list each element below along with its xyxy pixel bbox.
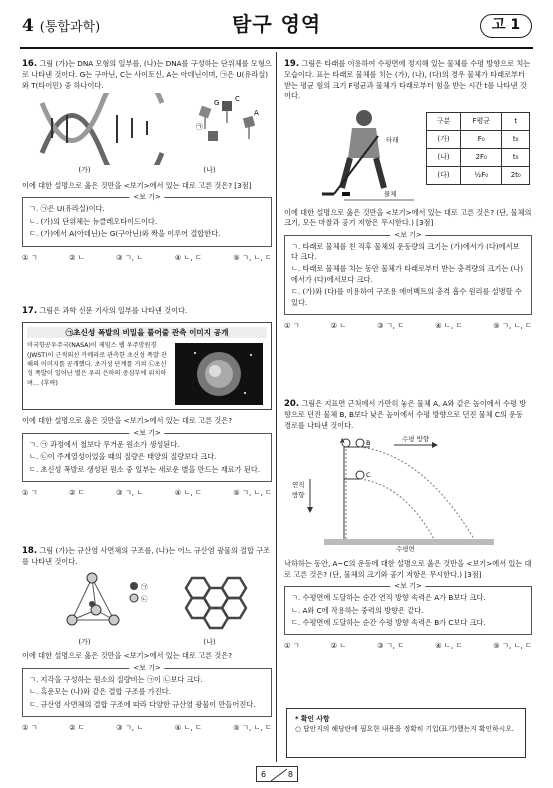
news-body: 미국항공우주국(NASA)이 제임스 웹 우주망원경(JWST)이 근적외선 카메라로 관측한 초신성 폭발 잔해의 이미지를 공개했다. 초거성 단계를 거쳐 ㉡초신성 폭발이 일어난 별은 우리 은하의 중심부에 위치하며… (후략) xyxy=(27,342,167,387)
label-ground: 수평면 xyxy=(396,545,415,554)
news-article xyxy=(22,322,272,410)
q18-choices[interactable]: ① ㄱ ② ㄷ ③ ㄱ, ㄴ ④ ㄴ, ㄷ ⑤ ㄱ, ㄴ, ㄷ xyxy=(22,723,272,733)
q17-choices[interactable]: ① ㄱ ② ㄷ ③ ㄱ, ㄴ ④ ㄴ, ㄷ ⑤ ㄱ, ㄴ, ㄷ xyxy=(22,488,272,498)
nucleotide-models xyxy=(196,95,259,141)
question-17: 17. 그림은 과학 신문 기사의 일부를 나타낸 것이다. ㉠초신성 폭발의 비밀을 풀어줄 관측 이미지 공개 미국항공우주국(NASA)이 제임스 웹 우주망원경(JWST)이 근적외선 카메라로 관측한 초신성 폭발 잔해의 이미지를 공개했다. 초거성 단계를 거쳐 ㉡초신성 폭발이 일어난 별은 우리 은하의 중심부에 위치하며… (후략) 이에 대한 설명으로 옳은 것만을 <보기>에서 있는 대로 고른 것은? <보 기> ㄱ. ㉠ 과정에서 철보다 무거운 원소가 생성된다. ㄴ. ㉡이 주계열성이었을 때의 질량은 태양의 질량보다 크다. ㄷ. 초신성 폭발로 생성된 원소 중 일부는 새로운 별을 만드는 재료가 된다. ① ㄱ ② ㄷ ③ ㄱ, ㄴ ④ ㄴ, ㄷ ⑤ ㄱ, ㄴ, ㄷ xyxy=(22,306,272,498)
svg-text:㉠: ㉠ xyxy=(141,582,148,591)
label-u: ㉠ xyxy=(196,123,203,132)
question-16: 16. 그림 (가)는 DNA 모형의 일부를, (나)는 DNA를 구성하는 단위체를 모형으로 나타낸 것이다. G는 구아닌, C는 사이토신, A는 아데닌이며, ㉠은 U(유라실)와 T(타이민) 중 하나이다. G C A ㉠ (가) (나) 이에 대한 설명으로 옳은 것만을 <보기>에서 있는 대로 고른 것은? [3점] <보 기> ㄱ. ㉠은 U(유라실)이다. ㄴ. (가)의 단위체는 뉴클레오타이드이다. ㄷ. (가)에서 A(아데닌)는 G(구아닌)와 짝을 이루어 결합한다. ① ㄱ ② ㄴ ③ ㄱ, ㄴ ④ ㄴ, ㄷ ⑤ ㄱ, ㄴ, ㄷ xyxy=(22,59,272,262)
q16-text: 그림 (가)는 DNA 모형의 일부를, (나)는 DNA를 구성하는 단위체를 모형으로 나타낸 것이다. G는 구아닌, C는 사이토신, A는 아데닌이며, ㉠은 U(유라실)와 T(타이민) 중 하나이다. xyxy=(22,59,272,90)
tetrahedron xyxy=(67,573,148,625)
q20-choices[interactable]: ① ㄱ ② ㄴ ③ ㄱ, ㄷ ④ ㄴ, ㄷ ⑤ ㄱ, ㄴ, ㄷ xyxy=(284,641,532,651)
page-header xyxy=(0,0,553,46)
silicate-figure xyxy=(22,570,272,636)
label-horizontal: 수평 방향 xyxy=(402,435,430,444)
label-c: C xyxy=(235,95,240,104)
dna-helix xyxy=(42,93,162,165)
caption-b: (나) xyxy=(203,165,216,174)
q17-bogi: <보 기> ㄱ. ㉠ 과정에서 철보다 무거운 원소가 생성된다. ㄴ. ㉡이 주계열성이었을 때의 질량은 태양의 질량보다 크다. ㄷ. 초신성 폭발로 생성된 원소 중 일부는 새로운 별을 만드는 재료가 된다. xyxy=(22,433,272,482)
question-20: 20. 그림은 지표면 근처에서 가만히 놓은 물체 A, A와 같은 높이에서 수평 방향으로 던진 물체 B, B보다 낮은 높이에서 수평 방향으로 던진 물체 C의 운동 경로를 나타낸 것이다. A B C 수평 방향 연직 방향 수평면 낙하하는 동안, A~C의 운동에 대한 설명으로 옳은 것만을 <보기>에서 있는 대로 고른 것은? (단, 물체의 크기와 공기 저항은 무시한다.) [3점] <보 기> ㄱ. 수평면에 도달하는 순간 연직 방향 속력은 A가 B보다 크다. ㄴ. A와 C에 작용하는 중력의 방향은 같다. ㄷ. 수평면에 도달하는 순간 수평 방향 속력은 B가 C보다 크다. ① ㄱ ② ㄴ ③ ㄱ, ㄷ ④ ㄴ, ㄷ ⑤ ㄱ, ㄴ, ㄷ xyxy=(284,399,532,651)
label-object: 물체 xyxy=(384,189,397,198)
notice-title: * 확인 사항 xyxy=(295,715,330,723)
q20-bogi: <보 기> ㄱ. 수평면에 도달하는 순간 연직 방향 속력은 A가 B보다 크다. ㄴ. A와 C에 작용하는 중력의 방향은 같다. ㄷ. 수평면에 도달하는 순간 수평 방향 속력은 B가 C보다 크다. xyxy=(284,586,532,635)
hexagon-network xyxy=(186,578,246,628)
dna-figure xyxy=(22,93,272,165)
hockey-player-figure xyxy=(304,106,424,202)
grade-badge: 고 1 xyxy=(480,14,532,38)
label-a: A xyxy=(254,109,259,118)
svg-text:㉡: ㉡ xyxy=(141,594,148,603)
supernova-image xyxy=(175,343,263,405)
notice-body: ○ 답안지의 해당란에 필요한 내용을 정확히 기입(표기)했는지 확인하시오. xyxy=(295,724,514,733)
news-headline: ㉠초신성 폭발의 비밀을 풀어줄 관측 이미지 공개 xyxy=(27,327,267,338)
q16-choices[interactable]: ① ㄱ ② ㄴ ③ ㄱ, ㄴ ④ ㄴ, ㄷ ⑤ ㄱ, ㄴ, ㄷ xyxy=(22,252,272,262)
svg-text:A: A xyxy=(340,437,345,446)
question-18: 18. 그림 (가)는 규산염 사면체의 구조를, (나)는 어느 규산염 광물의 결합 구조를 나타낸 것이다. ㉠ ㉡ (가) (나) 이에 대한 설명으로 옳은 것만을 <보기>에서 있는 대로 고른 것은? <보 기> ㄱ. 지각을 구성하는 원소의 질량비는 ㉠이 ㉡보다 크다. ㄴ. 흑운모는 (나)와 같은 결합 구조를 가진다. ㄷ. 규산염 사면체의 결합 구조에 따라 다양한 규산염 광물이 만들어진다. ① ㄱ ② ㄷ ③ ㄱ, ㄴ ④ ㄴ, ㄷ ⑤ ㄱ, ㄴ, ㄷ xyxy=(22,546,272,733)
label-stick: 타래 xyxy=(386,135,399,144)
notice-box xyxy=(286,708,526,758)
section-title: 탐구 영역 xyxy=(232,12,322,36)
column-divider xyxy=(276,52,277,762)
question-19: 19. 그림은 타래를 이용하여 수평면에 정지해 있는 물체를 수평 방향으로 치는 모습이다. 표는 타래로 물체를 치는 (가), (나), (다)의 경우 물체가 타래로부터 받는 평균 힘의 크기 F평균과 물체가 타래로부터 힘을 받는 시간 t를 나타낸 것이다. 타래 물체 구분 F평균 t (가) F₀ t₀ (나) 2F₀ t₀ (다) ½F₀ 2t₀ 이에 대한 설명으로 옳은 것만을 <보기>에서 있는 대로 고른 것은? (단, 물체의 크기, 모든 마찰과 공기 저항은 무시한다.) [3점] <보 기> ㄱ. 타래로 물체를 친 직후 물체의 운동량의 크기는 (가)에서가 (다)에서보다 크다. ㄴ. 타래로 물체를 치는 동안 물체가 타래로부터 받는 충격량의 크기는 (나)에서가 (다)에서보다 크다. ㄷ. (가)와 (다)를 이용하여 구조용 에어백트의 충격 흡수 원리를 설명할 수 있다. ① ㄱ ② ㄴ ③ ㄱ, ㄷ ④ ㄴ, ㄷ ⑤ ㄱ, ㄴ, ㄷ xyxy=(284,59,532,331)
svg-text:C: C xyxy=(366,471,371,480)
header-divider xyxy=(20,47,533,49)
q16-bogi: <보 기> ㄱ. ㉠은 U(유라실)이다. ㄴ. (가)의 단위체는 뉴클레오타이드이다. ㄷ. (가)에서 A(아데닌)는 G(구아닌)와 짝을 이루어 결합한다. xyxy=(22,197,272,246)
q19-bogi: <보 기> ㄱ. 타래로 물체를 친 직후 물체의 운동량의 크기는 (가)에서가 (다)에서보다 크다. ㄴ. 타래로 물체를 치는 동안 물체가 타래로부터 받는 충격량의 크기는 (나)에서가 (다)에서보다 크다. ㄷ. (가)와 (다)를 이용하여 구조용 에어백트의 충격 흡수 원리를 설명할 수 있다. xyxy=(284,235,532,316)
page-number: 4 (통합과학) xyxy=(22,16,101,36)
caption-a: (가) xyxy=(78,165,91,174)
svg-text:B: B xyxy=(366,439,371,448)
q16-ask: 이에 대한 설명으로 옳은 것만을 <보기>에서 있는 대로 고른 것은? [3점] xyxy=(22,180,252,190)
projectile-figure xyxy=(284,435,524,551)
q19-choices[interactable]: ① ㄱ ② ㄴ ③ ㄱ, ㄷ ④ ㄴ, ㄷ ⑤ ㄱ, ㄴ, ㄷ xyxy=(284,321,532,331)
label-vertical: 연직 방향 xyxy=(292,481,305,499)
q19-table: 구분 F평균 t (가) F₀ t₀ (나) 2F₀ t₀ (다) ½F₀ 2t₀ xyxy=(426,112,530,185)
q18-bogi: <보 기> ㄱ. 지각을 구성하는 원소의 질량비는 ㉠이 ㉡보다 크다. ㄴ. 흑운모는 (나)와 같은 결합 구조를 가진다. ㄷ. 규산염 사면체의 결합 구조에 따라 다양한 규산염 광물이 만들어진다. xyxy=(22,668,272,717)
page-indicator: 6 8 xyxy=(256,766,298,782)
label-g: G xyxy=(214,99,220,108)
